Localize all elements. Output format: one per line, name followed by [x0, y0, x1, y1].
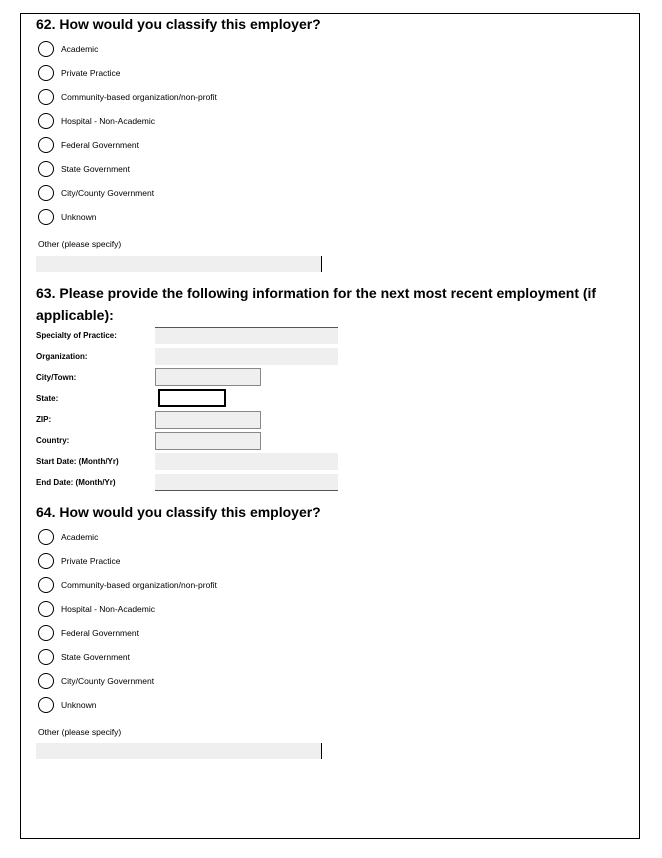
q62-option-state-government[interactable] — [38, 159, 130, 179]
option-label: Federal Government — [61, 628, 139, 638]
radio-button[interactable] — [38, 209, 54, 225]
option-label: Private Practice — [61, 556, 121, 566]
start-date-label: Start Date: (Month/Yr) — [36, 457, 119, 466]
q64-option-community-based[interactable] — [38, 575, 217, 595]
q64-option-private-practice[interactable] — [38, 551, 121, 571]
q64-other-input[interactable] — [36, 743, 322, 759]
q64-option-city-county-government[interactable] — [38, 671, 154, 691]
q64-option-state-government[interactable] — [38, 647, 130, 667]
radio-button[interactable] — [38, 601, 54, 617]
q64-option-hospital-non-academic[interactable] — [38, 599, 155, 619]
option-label: State Government — [61, 652, 130, 662]
city-input[interactable] — [155, 368, 261, 386]
option-label: Academic — [61, 532, 99, 542]
option-label: Private Practice — [61, 68, 121, 78]
state-label: State: — [36, 394, 59, 403]
radio-button[interactable] — [38, 529, 54, 545]
q64-option-academic[interactable] — [38, 527, 98, 547]
option-label: Unknown — [61, 700, 97, 710]
zip-input[interactable] — [155, 411, 261, 429]
question-62-title: 62. How would you classify this employer? — [36, 16, 321, 32]
organization-input[interactable] — [155, 348, 338, 365]
radio-button[interactable] — [38, 89, 54, 105]
radio-button[interactable] — [38, 649, 54, 665]
q62-option-federal-government[interactable] — [38, 135, 139, 155]
option-label: Federal Government — [61, 140, 139, 150]
radio-button[interactable] — [38, 65, 54, 81]
q64-other-label: Other (please specify) — [38, 727, 122, 737]
radio-button[interactable] — [38, 577, 54, 593]
country-input[interactable] — [155, 432, 261, 450]
q64-option-federal-government[interactable] — [38, 623, 139, 643]
city-label: City/Town: — [36, 373, 77, 382]
country-label: Country: — [36, 436, 70, 445]
start-date-input[interactable] — [155, 453, 338, 470]
q62-option-unknown[interactable] — [38, 207, 96, 227]
question-63-title-line-2: applicable): — [36, 307, 114, 323]
option-label: State Government — [61, 164, 130, 174]
option-label: Hospital - Non-Academic — [61, 116, 156, 126]
radio-button[interactable] — [38, 161, 54, 177]
q62-option-academic[interactable] — [38, 39, 98, 59]
radio-button[interactable] — [38, 625, 54, 641]
option-label: City/County Government — [61, 188, 155, 198]
radio-button[interactable] — [38, 41, 54, 57]
state-select[interactable] — [158, 389, 226, 407]
radio-button[interactable] — [38, 137, 54, 153]
radio-button[interactable] — [38, 553, 54, 569]
option-label: Academic — [61, 44, 99, 54]
radio-button[interactable] — [38, 185, 54, 201]
end-date-label: End Date: (Month/Yr) — [36, 478, 116, 487]
option-label: Hospital - Non-Academic — [61, 604, 156, 614]
q64-option-unknown[interactable] — [38, 695, 96, 715]
radio-button[interactable] — [38, 673, 54, 689]
question-64-title: 64. How would you classify this employer? — [36, 504, 321, 520]
radio-button[interactable] — [38, 697, 54, 713]
organization-label: Organization: — [36, 352, 88, 361]
zip-label: ZIP: — [36, 415, 52, 424]
end-date-input[interactable] — [155, 474, 338, 491]
specialty-input[interactable] — [155, 327, 338, 344]
radio-button[interactable] — [38, 113, 54, 129]
q62-option-private-practice[interactable] — [38, 63, 121, 83]
q62-option-hospital-non-academic[interactable] — [38, 111, 155, 131]
question-63-title — [36, 282, 606, 326]
q62-other-label: Other (please specify) — [38, 239, 122, 249]
q62-option-community-based[interactable] — [38, 87, 217, 107]
q62-other-input[interactable] — [36, 256, 322, 272]
question-63-title-line-1: 63. Please provide the following information for the next most recent employment (if — [36, 285, 597, 301]
option-label: Community-based organization/non-profit — [61, 92, 217, 102]
specialty-label: Specialty of Practice: — [36, 331, 117, 340]
option-label: City/County Government — [61, 676, 155, 686]
option-label: Community-based organization/non-profit — [61, 580, 217, 590]
option-label: Unknown — [61, 212, 97, 222]
q62-option-city-county-government[interactable] — [38, 183, 154, 203]
